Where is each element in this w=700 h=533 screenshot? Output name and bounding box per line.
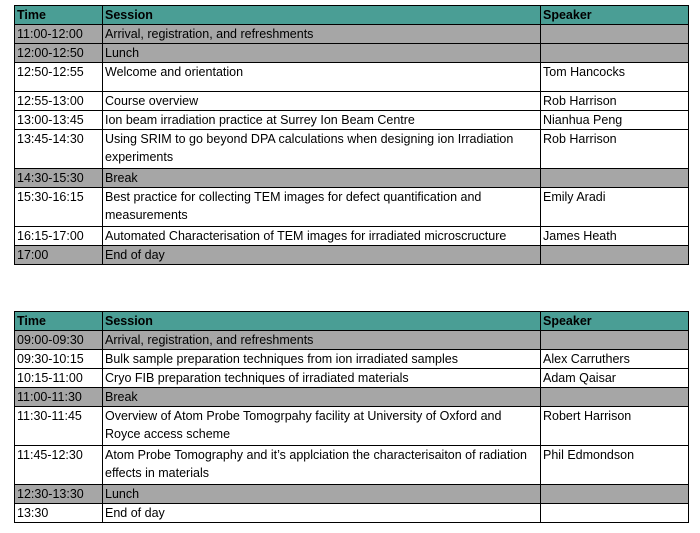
- table-row: [15, 246, 689, 265]
- speaker-cell: [541, 44, 689, 63]
- table-header-row: [15, 6, 689, 25]
- table-row: [15, 44, 689, 63]
- time-cell: 09:30-10:15: [15, 350, 103, 369]
- time-cell: 12:55-13:00: [15, 92, 103, 111]
- time-cell: 11:45-12:30: [15, 446, 103, 485]
- session-column-header: Session: [103, 6, 541, 25]
- table-row: [15, 63, 689, 92]
- table-row: [15, 130, 689, 169]
- session-cell: Automated Characterisation of TEM images for irradiated microscructure: [103, 227, 541, 246]
- session-cell: Cryo FIB preparation techniques of irradiated materials: [103, 369, 541, 388]
- table-row: [15, 369, 689, 388]
- time-cell: 13:00-13:45: [15, 111, 103, 130]
- table-row: [15, 92, 689, 111]
- time-cell: 11:30-11:45: [15, 407, 103, 446]
- speaker-column-header: Speaker: [541, 312, 689, 331]
- session-cell: Arrival, registration, and refreshments: [103, 25, 541, 44]
- time-cell: 09:00-09:30: [15, 331, 103, 350]
- time-cell: 11:00-12:00: [15, 25, 103, 44]
- speaker-cell: [541, 388, 689, 407]
- speaker-cell: Alex Carruthers: [541, 350, 689, 369]
- time-column-header: Time: [15, 312, 103, 331]
- session-cell: Break: [103, 169, 541, 188]
- session-cell: End of day: [103, 246, 541, 265]
- speaker-cell: Adam Qaisar: [541, 369, 689, 388]
- time-cell: 13:30: [15, 504, 103, 523]
- speaker-cell: [541, 331, 689, 350]
- table-row: [15, 388, 689, 407]
- speaker-cell: Robert Harrison: [541, 407, 689, 446]
- table-header-row: [15, 312, 689, 331]
- time-cell: 12:00-12:50: [15, 44, 103, 63]
- table-row: [15, 188, 689, 227]
- speaker-cell: [541, 504, 689, 523]
- table-row: [15, 111, 689, 130]
- time-cell: 11:00-11:30: [15, 388, 103, 407]
- table-row: [15, 227, 689, 246]
- table-row: [15, 504, 689, 523]
- session-cell: Course overview: [103, 92, 541, 111]
- table-row: [15, 407, 689, 446]
- time-cell: 12:50-12:55: [15, 63, 103, 92]
- speaker-cell: [541, 246, 689, 265]
- table-row: [15, 25, 689, 44]
- session-cell: Overview of Atom Probe Tomogrpahy facility at University of Oxford and Royce access scheme: [103, 407, 541, 446]
- speaker-cell: Emily Aradi: [541, 188, 689, 227]
- schedule-table-day-1: [14, 5, 689, 265]
- table-row: [15, 485, 689, 504]
- time-cell: 17:00: [15, 246, 103, 265]
- session-cell: Lunch: [103, 44, 541, 63]
- speaker-cell: Rob Harrison: [541, 130, 689, 169]
- session-cell: Bulk sample preparation techniques from ion irradiated samples: [103, 350, 541, 369]
- session-cell: Atom Probe Tomography and it’s applciation the characterisaiton of radiation effects in materials: [103, 446, 541, 485]
- speaker-cell: Phil Edmondson: [541, 446, 689, 485]
- session-cell: Welcome and orientation: [103, 63, 541, 92]
- speaker-cell: Rob Harrison: [541, 92, 689, 111]
- time-cell: 12:30-13:30: [15, 485, 103, 504]
- time-cell: 13:45-14:30: [15, 130, 103, 169]
- time-cell: 14:30-15:30: [15, 169, 103, 188]
- time-column-header: Time: [15, 6, 103, 25]
- speaker-cell: [541, 25, 689, 44]
- session-cell: Ion beam irradiation practice at Surrey Ion Beam Centre: [103, 111, 541, 130]
- time-cell: 16:15-17:00: [15, 227, 103, 246]
- table-row: [15, 446, 689, 485]
- speaker-cell: James Heath: [541, 227, 689, 246]
- schedule-table-day-2: [14, 311, 689, 523]
- table-row: [15, 331, 689, 350]
- speaker-column-header: Speaker: [541, 6, 689, 25]
- time-cell: 15:30-16:15: [15, 188, 103, 227]
- session-cell: Break: [103, 388, 541, 407]
- session-cell: End of day: [103, 504, 541, 523]
- time-cell: 10:15-11:00: [15, 369, 103, 388]
- speaker-cell: [541, 169, 689, 188]
- session-cell: Using SRIM to go beyond DPA calculations when designing ion Irradiation experiments: [103, 130, 541, 169]
- table-row: [15, 169, 689, 188]
- table-row: [15, 350, 689, 369]
- speaker-cell: Tom Hancocks: [541, 63, 689, 92]
- session-cell: Arrival, registration, and refreshments: [103, 331, 541, 350]
- session-cell: Lunch: [103, 485, 541, 504]
- session-column-header: Session: [103, 312, 541, 331]
- speaker-cell: Nianhua Peng: [541, 111, 689, 130]
- speaker-cell: [541, 485, 689, 504]
- session-cell: Best practice for collecting TEM images for defect quantification and measurements: [103, 188, 541, 227]
